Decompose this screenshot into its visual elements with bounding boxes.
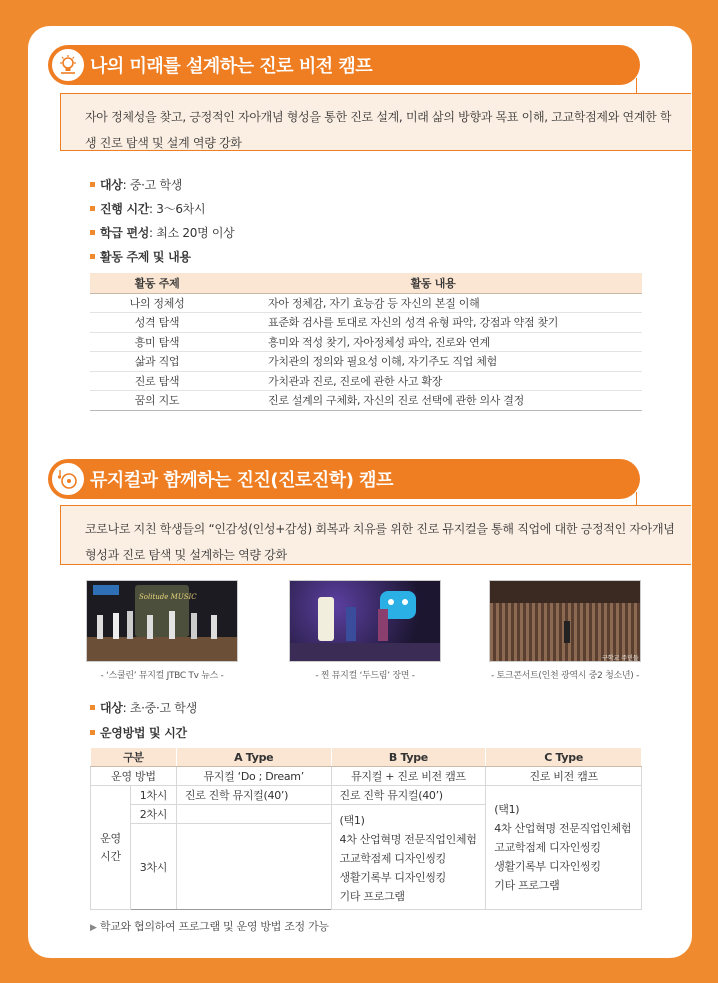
table-row: 꿈의 지도 진로 설계의 구체화, 자신의 진로 선택에 관한 의사 결정	[90, 391, 642, 411]
adjustment-note: ▶ 학교와 협의하여 프로그램 및 운영 방법 조정 가능	[90, 920, 329, 933]
section1-item-topics: 활동 주제 및 내용	[90, 248, 191, 265]
photo-talk-concert: 구학교 주민들	[489, 580, 641, 662]
table-row: 나의 정체성 자아 정체감, 자기 효능감 등 자신의 본질 이해	[90, 293, 642, 313]
header-connector	[636, 492, 637, 506]
table-row: 성격 탐색 표준화 검사를 토대로 자신의 성격 유형 파악, 강점과 약점 찾기	[90, 313, 642, 333]
photo-caption: - 찐 뮤지컬 ‘두드림’ 장면 -	[315, 671, 415, 681]
photo-caption: - ‘스쿨린’ 뮤지컬 JTBC Tv 뉴스 -	[100, 671, 224, 681]
section1-item-duration: 진행 시간 : 3～6차시	[90, 200, 205, 217]
table-header: A Type	[176, 748, 331, 767]
lightbulb-icon	[50, 47, 86, 83]
section1-description: 자아 정체성을 찾고, 긍정적인 자아개념 형성을 통한 진로 설계, 미래 삶의 방향과 목표 이해, 고교학점제와 연계한 학생 진로 탐색 및 설계 역량 강화	[60, 93, 691, 151]
photo-musical-news: Solitude MUSIC	[86, 580, 238, 662]
time-label: 운영 시간	[91, 786, 131, 910]
photo-musical-scene	[289, 580, 441, 662]
section1-item-target: 대상 : 중·고 학생	[90, 176, 182, 193]
table-row: 흥미 탐색 흥미와 적성 찾기, 자아정체성 파악, 진로와 연계	[90, 332, 642, 352]
section1-title: 나의 미래를 설계하는 진로 비전 캠프	[90, 56, 373, 77]
section2-description: 코로나로 지친 학생들의 “인감성(인성+감성) 회복과 치유를 위한 진로 뮤지컬을 통해 직업에 대한 긍정적인 자아개념 형성과 진로 탐색 및 설계하는 역량 강화	[60, 505, 691, 565]
activity-table	[90, 273, 642, 411]
c-type-options: (택1) 4차 산업혁명 전문직업인체험 고교학점제 디자인씽킹 생활기록부 디자인씽킹 기타 프로그램	[486, 786, 642, 910]
schedule-table	[90, 747, 642, 910]
table-header: 구분	[91, 748, 177, 767]
table-header: 활동 주제	[90, 273, 224, 293]
section1-header	[48, 45, 640, 85]
b-type-options: (택1) 4차 산업혁명 전문직업인체험 고교학점제 디자인씽킹 생활기록부 디자인씽킹 기타 프로그램	[331, 805, 486, 910]
table-header: 활동 내용	[224, 273, 642, 293]
table-row: 진로 탐색 가치관과 진로, 진로에 관한 사고 확장	[90, 371, 642, 391]
table-row: 운영 방법 뮤지컬 ‘Do ; Dream’ 뮤지컬 + 진로 비전 캠프 진로 비전 캠프	[91, 767, 642, 786]
section2-item-target: 대상 : 초·중·고 학생	[90, 699, 197, 716]
header-connector	[636, 78, 637, 94]
section2-title: 뮤지컬과 함께하는 진진(진로진학) 캠프	[90, 470, 393, 491]
table-row: 운영 시간 1차시 진로 진학 뮤지컬(40’) 진로 진학 뮤지컬(40’) (택1) 4차 산업혁명 전문직업인체험 고교학점제 디자인씽킹 생활기록부 디자인씽킹 기타 프로그램	[91, 786, 642, 805]
table-row: 2차시 (택1) 4차 산업혁명 전문직업인체험 고교학점제 디자인씽킹 생활기록부 디자인씽킹 기타 프로그램	[91, 805, 642, 824]
music-disc-icon	[50, 461, 86, 497]
table-header: C Type	[486, 748, 642, 767]
section2-item-schedule: 운영방법 및 시간	[90, 724, 187, 741]
triangle-right-icon: ▶	[90, 923, 97, 933]
table-row: 삶과 직업 가치관의 정의와 필요성 이해, 자기주도 직업 체험	[90, 352, 642, 372]
photo-caption: - 토크콘서트(인천 광역시 중2 청소년) -	[490, 671, 640, 681]
section2-header	[48, 459, 640, 499]
table-header: B Type	[331, 748, 486, 767]
section1-item-class: 학급 편성 : 최소 20명 이상	[90, 224, 234, 241]
table-row: 3차시	[91, 824, 642, 910]
